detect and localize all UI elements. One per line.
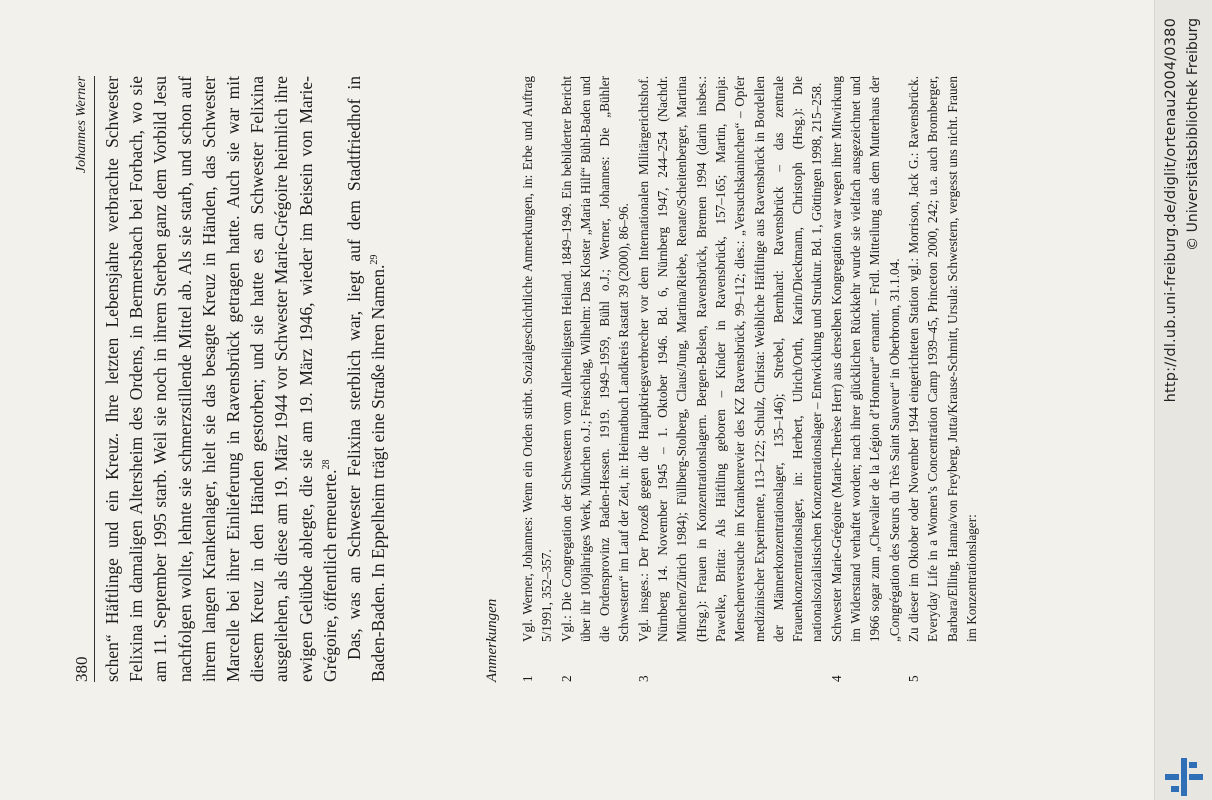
footnote-text: Zu dieser im Oktober oder November 1944 eingerichteten Station vgl.: Morrison, Jack G.: Ravensbrück. Everyday Life in a Women’s Concentration Camp 1939–45, Princeton 2000, 242; u.a. auch Bromberger, Barbara/Elling, Hanna/von Freyberg, Jutta/Krause-Schmitt, Ursula: Schwestern, vergesst uns nicht. Frauen im Konzentrationslager: bbox=[905, 76, 979, 642]
notes-heading: Anmerkungen bbox=[484, 598, 500, 682]
footnote-text: Vgl.: Die Congregation der Schwestern vom Allerheiligsten Heiland. 1849–1949. Ein bebilderter Bericht über ihr 100jähriges Werk, München o.J.; Freischlag, Wilhelm: Das Kloster „Maria Hilf“ Bühl-Baden und die Ordensprovinz Baden-Hessen. 1919. 1949–1959, Bühl o.J.; Werner, Johannes: Die „Bühler Schwestern“ im Lauf der Zeit, in: Heimatbuch Landkreis Rastatt 39 (2000), 86–96. bbox=[558, 76, 632, 642]
source-url-link[interactable]: http://dl.ub.uni-freiburg.de/diglit/ortenau2004/0380 bbox=[1163, 18, 1179, 403]
footnote-number: 3 bbox=[635, 675, 651, 682]
footnote-number: 2 bbox=[558, 675, 574, 682]
footnote-text: Vgl. Werner, Johannes: Wenn ein Orden stirbt. Sozialgeschichtliche Anmerkungen, in: Erbe und Auftrag 5/1991, 352–357. bbox=[520, 76, 555, 642]
body-paragraph: schen“ Häftlinge und ein Kreuz. Ihre letzten Lebensjahre verbrachte Schwester Felixina im damaligen Altersheim des Ordens, in Bermersbach bei Forbach, wo sie am 11. September 1995 starb. Weil sie noch in ihrem Sterben ganz dem Vorbild Jesu nachfolgen wollte, lehnte sie schmerzstillende Mittel ab. Als sie starb, und schon auf ihrem langen Krankenlager, hielt sie das besagte Kreuz in Händen, das Schwester Marcelle bei ihrer Einlieferung in Ravensbrück getragen hatte. Auch sie war mit diesem Kreuz in den Händen gestorben; und sie hatte es an Schwester Felixina ausgeliehen, als diese am 19. März 1944 vor Schwester Marie-Grégoire heimlich ihre ewigen Gelübde ablegte, die sie am 19. März 1946, wieder im Beisein von Marie-Grégoire, öffentlich erneuerte.$^{28}$ bbox=[102, 76, 340, 682]
footnote bbox=[827, 76, 904, 682]
footnote-text: Vgl. insges.: Der Prozeß gegen die Hauptkriegsverbrecher vor dem Internationalen Militärgerichtshof. Nürnberg 14. November 1945 – 1. Oktober 1946. Bd. 6, Nürnberg 1947, 244–254 (Nachdr. München/Zürich 1984); Füllberg-Stolberg, Claus/Jung, Martina/Riebe, Renate/Scheitenberger, Martina (Hrsg.): Frauen in Konzentrationslagern. Bergen-Belsen, Ravensbrück, Bremen 1994 (darin insbes.: Pawelke, Britta: Als Häftling geboren – Kinder in Ravensbrück, 157–165; Martin, Dunja: Menschenversuche im Krankenrevier des KZ Ravensbrück, 99–112; dies.: „Versuchskaninchen“ – Opfer medizinischer Experimente, 113–122; Schulz, Christa: Weibliche Häftlinge aus Ravensbrück in Bordellen der Männerkonzentrationslager, 135–146); Strebel, Bernhard: Ravensbrück – das zentrale Frauenkonzentrationslager, in: Herbert, Ulrich/Orth, Karin/Dieckmann, Christoph (Hrsg.): Die nationalsozialistischen Konzentrationslager – Entwicklung und Struktur. Bd. 1, Göttingen 1998, 215–258. bbox=[635, 76, 825, 642]
ub-freiburg-logo-icon bbox=[1161, 754, 1207, 800]
footnote-text: Schwester Marie-Grégoire (Marie-Therèse Herr) aus derselben Kongregation war wegen ihrer Mitwirkung im Widerstand verhaftet worden; nach ihrer glücklichen Rückkehr wurde sie vielfach ausgezeichnet und 1966 sogar zum „Chevalier de la Légion d’Honneur“ ernannt. – Frdl. Mitteilung aus dem Mutterhaus der „Congrégation des Sœurs du Très Saint Sauveur“ in Oberbronn, 31.1.04. bbox=[828, 76, 902, 642]
running-author: Johannes Werner bbox=[74, 76, 89, 174]
footnote bbox=[518, 76, 557, 682]
body-paragraph: Das, was an Schwester Felixina sterblich war, liegt auf dem Stadtfriedhof in Baden-Baden. In Eppelheim trägt eine Straße ihren Namen.$^{29}$ bbox=[344, 76, 389, 682]
copyright-notice: © Universitätsbibliothek Freiburg bbox=[1185, 18, 1201, 251]
footnote-number: 4 bbox=[828, 675, 844, 682]
footnotes bbox=[518, 76, 981, 682]
footnote bbox=[904, 76, 981, 682]
footnote-ref: 29 bbox=[369, 254, 381, 265]
body-text bbox=[100, 76, 390, 682]
footnote-number: 1 bbox=[520, 675, 535, 682]
footnote bbox=[634, 76, 827, 682]
footnote-ref: 28 bbox=[321, 459, 332, 470]
library-sidebar bbox=[1154, 0, 1212, 800]
page-number: 380 bbox=[72, 656, 91, 682]
footnote bbox=[557, 76, 634, 682]
running-header bbox=[72, 76, 95, 682]
footnote-number: 5 bbox=[905, 675, 921, 682]
